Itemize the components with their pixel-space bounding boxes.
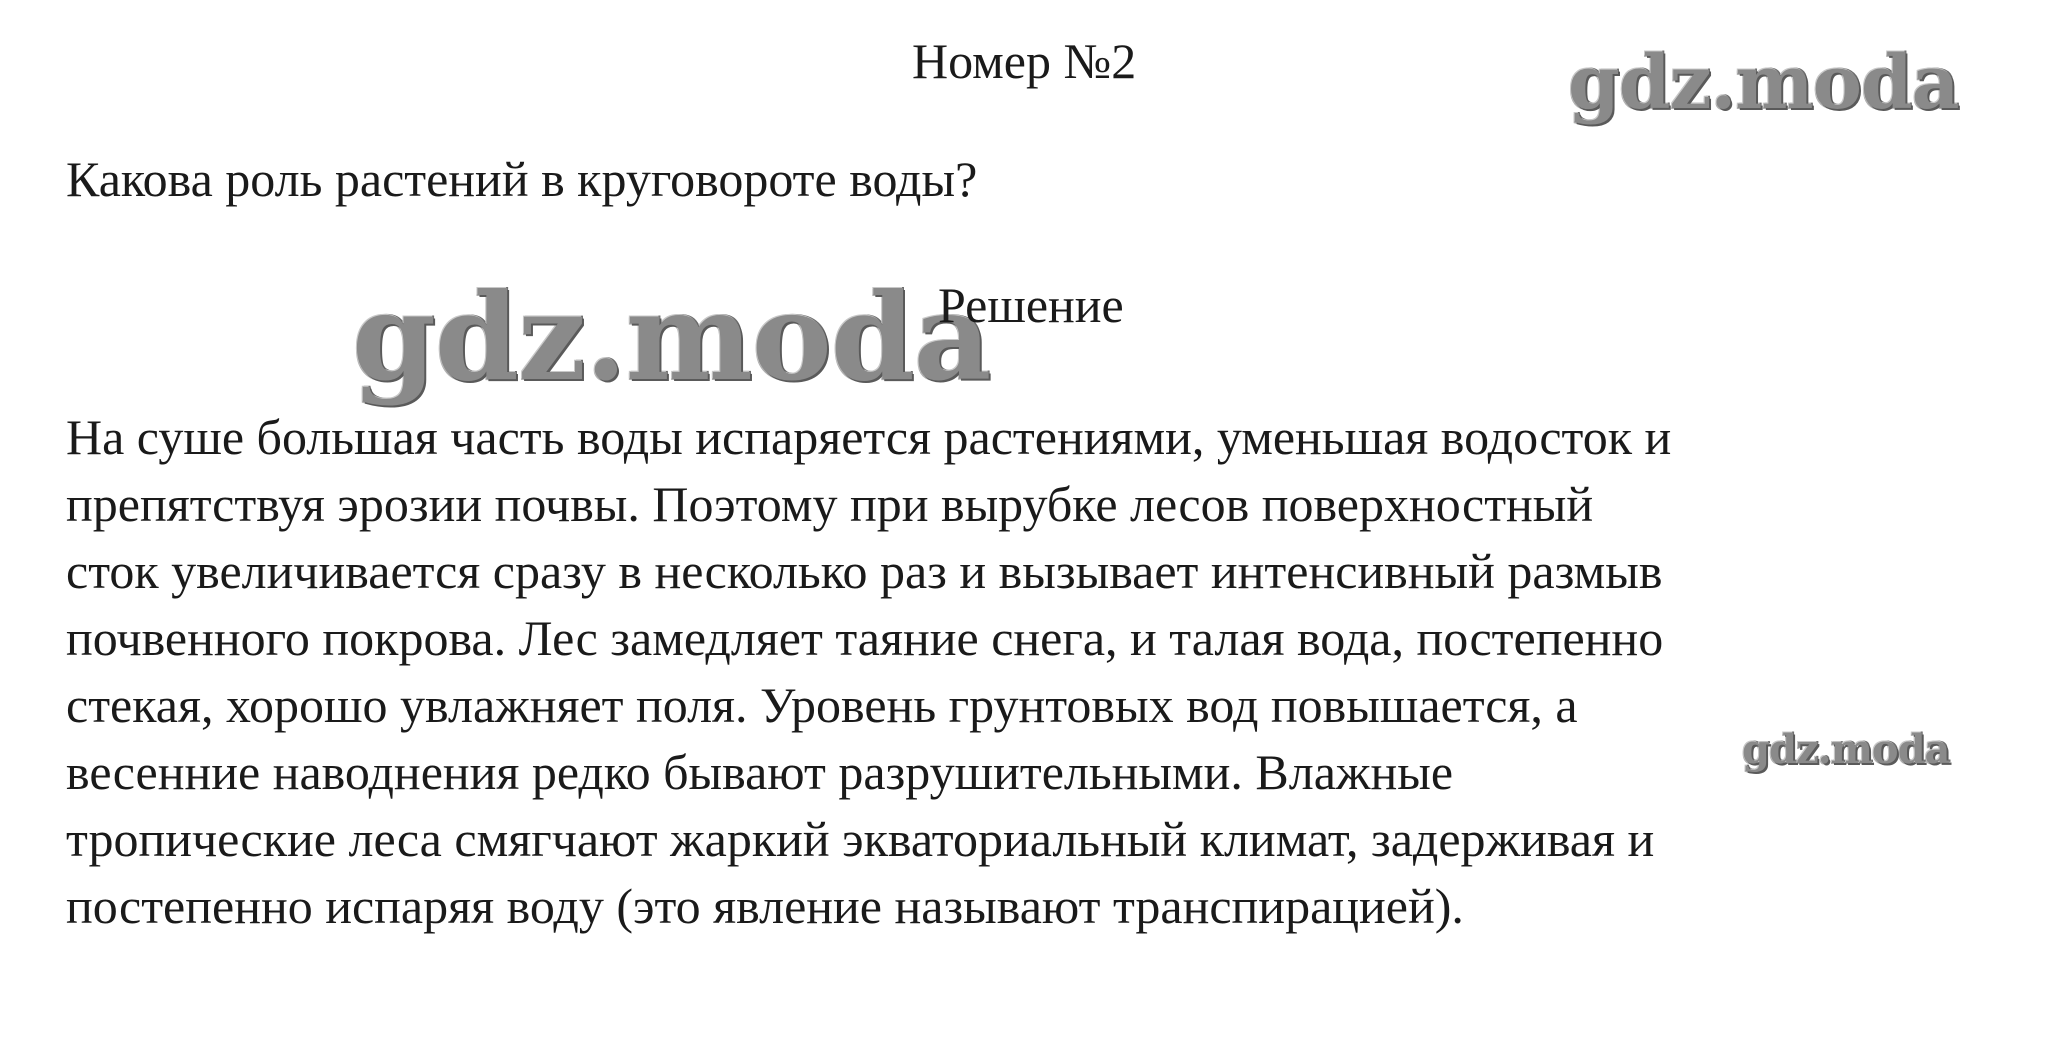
solution-line: сток увеличивается сразу в несколько раз и вызывает интенсивный размыв — [66, 543, 1663, 599]
solution-line: стекая, хорошо увлажняет поля. Уровень грунтовых вод повышается, а — [66, 677, 1578, 733]
watermark-logo-small: gdz.moda — [1742, 726, 1950, 773]
solution-text — [66, 404, 2026, 940]
solution-line: постепенно испаряя воду (это явление называют транспирацией). — [66, 878, 1464, 934]
solution-line: тропические леса смягчают жаркий экваториальный климат, задерживая и — [66, 811, 1655, 867]
solution-line: На суше большая часть воды испаряется растениями, уменьшая водосток и — [66, 409, 1672, 465]
solution-line: препятствуя эрозии почвы. Поэтому при вырубке лесов поверхностный — [66, 476, 1594, 532]
solution-line: весенние наводнения редко бывают разрушительными. Влажные — [66, 744, 1454, 800]
question-text: Какова роль растений в круговороте воды? — [66, 151, 978, 207]
watermark-logo-middle: gdz.moda — [352, 267, 991, 408]
solution-heading: Решение — [938, 277, 1124, 333]
solution-line: почвенного покрова. Лес замедляет таяние снега, и талая вода, постепенно — [66, 610, 1664, 666]
problem-number-title: Номер №2 — [912, 33, 1137, 89]
watermark-logo-top: gdz.moda — [1568, 40, 1959, 126]
